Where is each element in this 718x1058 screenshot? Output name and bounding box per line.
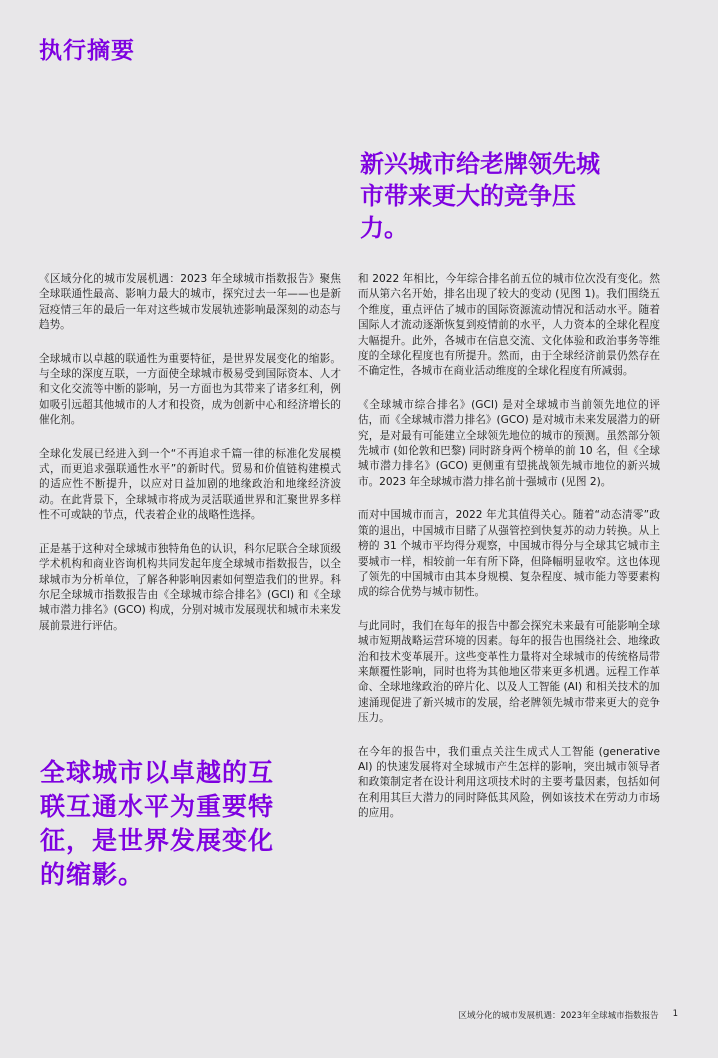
body-paragraph: 在今年的报告中，我们重点关注生成式人工智能 (generative AI) 的快速发展将对全球城市产生怎样的影响，突出城市领导者和政策制定者在设计利用这项技术时的主要考量因素，包括如何在利用其巨大潜力的同时降低其风险，例如该技术在劳动力市场的应用。	[358, 745, 660, 820]
body-paragraph: 全球城市以卓越的联通性为重要特征，是世界发展变化的缩影。与全球的深度互联，一方面使全球城市极易受到国际资本、人才和文化交流等中断的影响，另一方面也为其带来了诸多红利，例如吸引远超其他城市的人才和投资，成为创新中心和经济增长的催化剂。	[39, 352, 341, 427]
body-paragraph: 正是基于这种对全球城市独特角色的认识，科尔尼联合全球顶级学术机构和商业咨询机构共同发起年度全球城市指数报告，以全球城市为分析单位，了解各种影响因素如何塑造我们的世界。科尔尼全球城市指数报告由《全球城市综合排名》(GCI) 和《全球城市潜力排名》(GCO) 构成，分别对城市发展现状和城市未来发展前景进行评估。	[39, 542, 341, 632]
page-footer	[458, 1009, 678, 1021]
pull-quote-top: 新兴城市给老牌领先城市带来更大的竞争压力。	[360, 150, 600, 242]
body-paragraph: 《区域分化的城市发展机遇：2023 年全球城市指数报告》聚焦全球联通性最高、影响力最大的城市，探究过去一年——也是新冠疫情三年的最后一年对这些城市发展轨迹影响最深刻的动态与趋势。	[39, 273, 341, 332]
body-paragraph: 和 2022 年相比，今年综合排名前五位的城市位次没有变化。然而从第六名开始，排名出现了较大的变动 (见图 1)。我们围绕五个维度，重点评估了城市的国际资源流动情况和活动水平。随着国际人才流动逐渐恢复到疫情前的水平，人力资本的全球化程度大幅提升。此外，各城市在信息交流、文化体验和政治事务等维度的全球化程度也有所提升。然而，由于全球经济前景仍然存在不确定性，各城市在商业活动维度的全球化程度有所减弱。	[358, 273, 660, 378]
body-paragraph: 《全球城市综合排名》(GCI) 是对全球城市当前领先地位的评估，而《全球城市潜力排名》(GCO) 是对城市未来发展潜力的研究，是对最有可能建立全球领先地位的城市的预测。虽然部分领先城市 (如伦敦和巴黎) 同时跻身两个榜单的前 10 名，但《全球城市潜力排名》(GCO) 更侧重有望挑战领先城市地位的新兴城市。2023 年全球城市潜力排名前十强城市 (见图 2)。	[358, 398, 660, 488]
left-column	[39, 272, 341, 652]
page-title: 执行摘要	[39, 38, 135, 64]
footer-report-name: 区域分化的城市发展机遇：2023年全球城市指数报告	[458, 1011, 659, 1021]
body-paragraph: 全球化发展已经进入到一个“不再追求千篇一律的标准化发展模式，而更追求强联通性水平”的新时代。贸易和价值链构建模式的适应性不断提升，以应对日益加剧的地缘政治和地缘经济波动。在此背景下，全球城市将成为灵活联通世界和汇聚世界多样性不可或缺的节点，代表着企业的战略性选择。	[39, 447, 341, 522]
footer-page-number: 1	[672, 1009, 678, 1019]
pull-quote-bottom: 全球城市以卓越的互联互通水平为重要特征，是世界发展变化的缩影。	[40, 758, 275, 889]
right-column	[358, 272, 660, 840]
body-paragraph: 而对中国城市而言，2022 年尤其值得关心。随着“动态清零”政策的退出，中国城市目睹了从强管控到快复苏的动力转换。从上榜的 31 个城市平均得分观察，中国城市得分与全球其它城市主要城市一样，相较前一年有所下降，但降幅明显收窄。这也体现了领先的中国城市由其本身规模、复杂程度、城市能力等要素构成的综合优势与城市韧性。	[358, 509, 660, 599]
body-paragraph: 与此同时，我们在每年的报告中都会探究未来最有可能影响全球城市短期战略运营环境的因素。每年的报告也围绕社会、地缘政治和技术变革展开。这些变革性力量将对全球城市的传统格局带来颠覆性影响，同时也将为其他地区带来更多机遇。远程工作革命、全球地缘政治的碎片化、以及人工智能 (AI) 和相关技术的加速涌现促进了新兴城市的发展，给老牌领先城市带来更大的竞争压力。	[358, 619, 660, 725]
